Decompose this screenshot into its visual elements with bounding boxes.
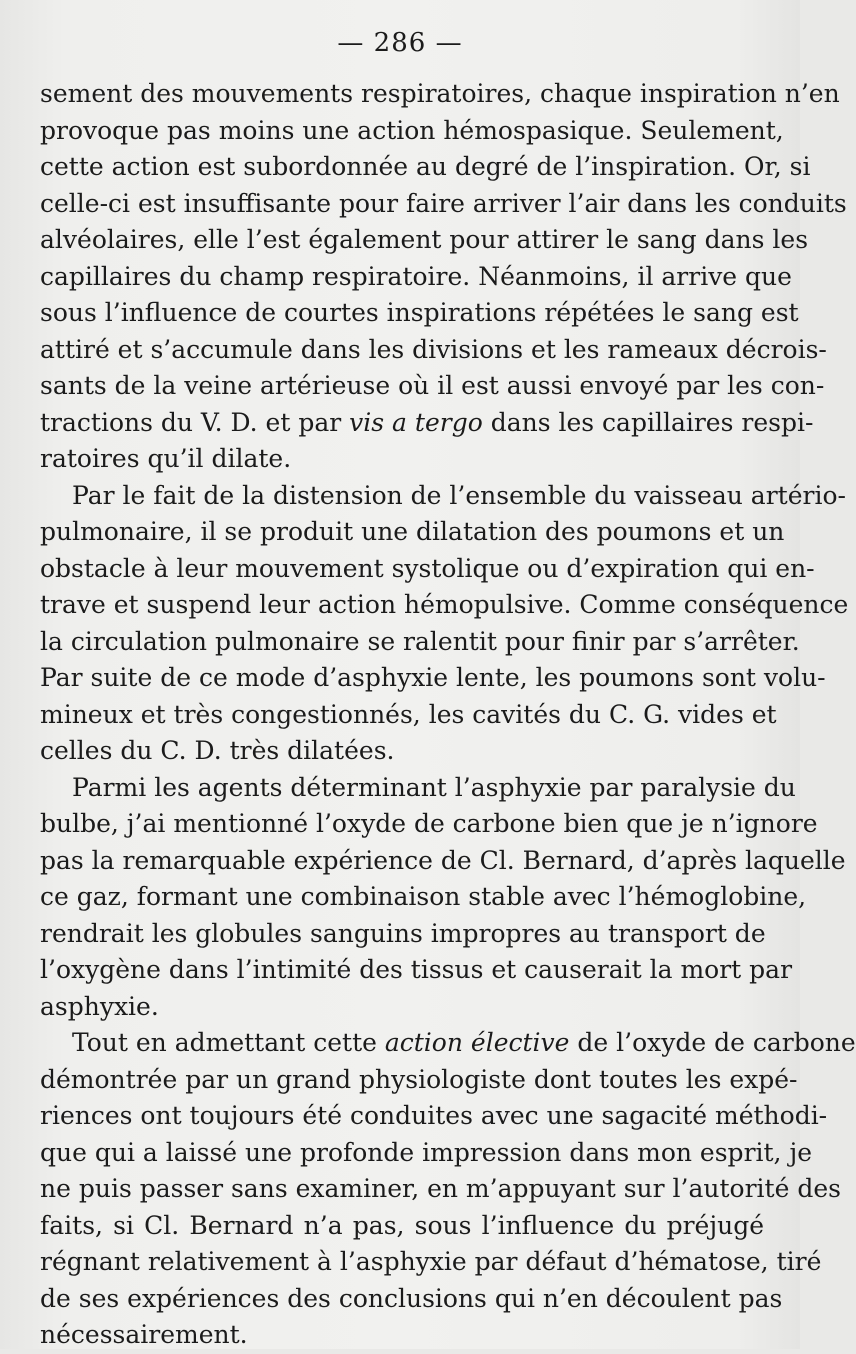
text-line: bulbe, j’ai mentionné l’oxyde de carbone bien que je n’ignore [40, 809, 818, 838]
text-line: obstacle à leur mouvement systolique ou d’expiration qui en- [40, 553, 815, 583]
text-line: sement des mouvements respiratoires, chaque inspiration n’en [40, 79, 840, 108]
text-line: attiré et s’accumule dans les divisions et les rameaux décrois- [40, 334, 827, 364]
text-line: l’oxygène dans l’intimité des tissus et causerait la mort par [40, 955, 793, 984]
text-line: ce gaz, formant une combinaison stable avec l’hémoglobine, [40, 882, 807, 911]
text-line: rendrait les globules sanguins impropres au transport de [40, 918, 766, 948]
text-line: celle-ci est insuffisante pour faire arriver l’air dans les conduits [40, 188, 847, 218]
italic-phrase: action élective [384, 1028, 570, 1057]
text-line: pulmonaire, il se produit une dilatation des poumons et un [40, 517, 785, 546]
text-line: Par le fait de la distension de l’ensemble du vaisseau artério- [72, 480, 846, 510]
text-line: de ses expériences des conclusions qui n’en découlent pas [40, 1283, 783, 1313]
text-line: celles du C. D. très dilatées. [40, 736, 395, 765]
text-line: ne puis passer sans examiner, en m’appuyant sur l’autorité des [40, 1174, 841, 1203]
paragraph-3 [40, 770, 846, 1026]
text-line: sous l’influence de courtes inspirations répétées le sang est [40, 298, 799, 327]
text-line: alvéolaires, elle l’est également pour attirer le sang dans les [40, 225, 809, 254]
text-line: sants de la veine artérieuse où il est aussi envoyé par les con- [40, 371, 825, 400]
text-line: régnant relativement à l’asphyxie par défaut d’hématose, tiré [40, 1247, 822, 1276]
text-line-with-italic: tractions du V. D. et par vis a tergo dans les capillaires respi- [40, 407, 814, 437]
text-line: que qui a laissé une profonde impression dans mon esprit, je [40, 1137, 812, 1167]
paragraph-1 [40, 76, 847, 478]
text-line: capillaires du champ respiratoire. Néanmoins, il arrive que [40, 261, 792, 291]
text-line-with-italic: Tout en admettant cette action élective de l’oxyde de carbone [72, 1028, 856, 1057]
text-line: nécessairement. [40, 1320, 248, 1349]
text-line: provoque pas moins une action hémospasique. Seulement, [40, 115, 784, 145]
text-line: pas la remarquable expérience de Cl. Bernard, d’après laquelle [40, 845, 846, 875]
text-line: la circulation pulmonaire se ralentit pour finir par s’arrêter. [40, 626, 800, 656]
italic-phrase: vis a tergo [349, 407, 483, 437]
text-line: trave et suspend leur action hémopulsive. Comme conséquence [40, 590, 849, 619]
text-line: Parmi les agents déterminant l’asphyxie par paralysie du [72, 772, 796, 802]
text-line: asphyxie. [40, 991, 159, 1021]
text-line: Par suite de ce mode d’asphyxie lente, les poumons sont volu- [40, 663, 826, 692]
text-line: riences ont toujours été conduites avec une sagacité méthodi- [40, 1101, 828, 1130]
text-line: mineux et très congestionnés, les cavités du C. G. vides et [40, 699, 777, 729]
page-number: — 286 — [337, 28, 463, 58]
paragraph-4 [40, 1025, 856, 1354]
text-line: ratoires qu’il dilate. [40, 444, 292, 473]
paragraph-2 [40, 478, 849, 770]
text-line: démontrée par un grand physiologiste dont toutes les expé- [40, 1064, 798, 1094]
text-line: faits, si Cl. Bernard n’a pas, sous l’influence du préjugé [40, 1210, 764, 1240]
body-text [40, 76, 856, 1354]
text-line: cette action est subordonnée au degré de l’inspiration. Or, si [40, 152, 811, 181]
